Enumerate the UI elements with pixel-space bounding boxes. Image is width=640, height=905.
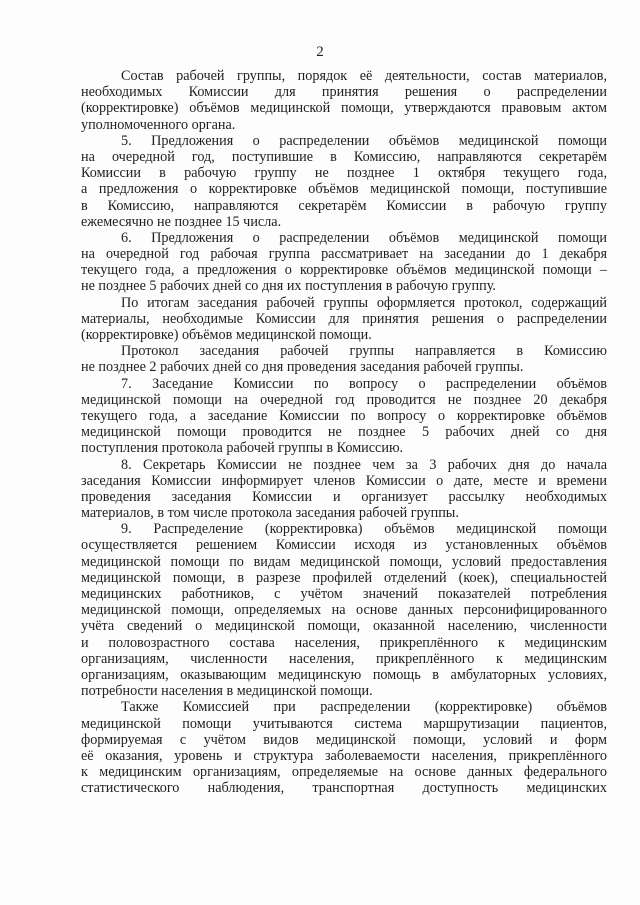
text-line: Комиссии в рабочую группу не позднее 1 октября текущего года,	[81, 165, 607, 182]
text-line: ежемесячно не позднее 15 числа.	[81, 213, 282, 230]
text-line: статистического наблюдения, транспортная доступность медицинских	[81, 780, 607, 797]
text-line: материалов, в том числе протокола заседания рабочей группы.	[81, 505, 459, 522]
text-line: организациям, численности населения, прикреплённого к медицинским	[81, 650, 607, 667]
paragraph	[81, 457, 607, 522]
paragraph	[81, 133, 607, 230]
text-line: медицинской помощи на очередной год проводится не позднее 20 декабря	[81, 391, 607, 408]
text-line: Состав рабочей группы, порядок её деятельности, состав материалов,	[121, 68, 607, 84]
document-body	[81, 68, 607, 796]
text-line: медицинских работников, с учётом значений показателей потребления	[81, 586, 607, 602]
text-line: 8. Секретарь Комиссии не позднее чем за 3 рабочих дня до начала	[121, 456, 607, 473]
text-line: уполномоченного органа.	[81, 116, 236, 133]
text-line: 9. Распределение (корректировка) объёмов медицинской помощи	[121, 521, 607, 538]
text-line: медицинской помощи учитываются система маршрутизации пациентов,	[81, 715, 607, 732]
text-line: 5. Предложения о распределении объёмов медицинской помощи	[121, 132, 607, 149]
text-line: медицинской помощи проводится не позднее 5 рабочих дней со дня	[81, 424, 607, 441]
text-line: формируемая с учётом видов медицинской помощи, условий и форм	[81, 731, 607, 748]
paragraph	[81, 230, 607, 295]
text-line: не позднее 5 рабочих дней со дня их поступления в рабочую группу.	[81, 278, 496, 295]
text-line: текущего года, а предложения о корректировке объёмов медицинской помощи –	[81, 262, 607, 279]
text-line: проведения заседания Комиссии и организует рассылку необходимых	[81, 488, 607, 505]
text-line: материалы, необходимые Комиссии для принятия решения о распределении	[81, 310, 607, 327]
paragraph	[81, 68, 607, 133]
text-line: учёта сведений о медицинской помощи, оказанной населению, численности	[81, 618, 607, 635]
text-line: в Комиссию, направляются секретарём Комиссии в рабочую группу	[81, 197, 607, 214]
text-line: (корректировке) объёмов медицинской помощи, утверждаются правовым актом	[81, 100, 607, 117]
text-line: (корректировке) объёмов медицинской помощи.	[81, 327, 372, 343]
paragraph	[81, 699, 607, 796]
text-line: организациям, оказывающим медицинскую помощь в амбулаторных условиях,	[81, 666, 607, 683]
paragraph	[81, 376, 607, 457]
text-line: заседания Комиссии информирует членов Комиссии о дате, месте и времени	[81, 472, 607, 489]
text-line: и половозрастного состава населения, прикреплённого к медицинским	[81, 634, 607, 651]
text-line: на очередной год, поступившие в Комиссию, направляются секретарём	[81, 148, 607, 165]
text-line: не позднее 2 рабочих дней со дня проведения заседания рабочей группы.	[81, 359, 524, 376]
text-line: поступления протокола рабочей группы в Комиссию.	[81, 440, 404, 457]
text-line: а предложения о корректировке объёмов медицинской помощи, поступившие	[81, 181, 607, 198]
paragraph	[81, 343, 607, 375]
text-line: Протокол заседания рабочей группы направляется в Комиссию	[121, 343, 607, 360]
text-line: к медицинским организациям, определяемые на основе данных федерального	[81, 764, 607, 781]
text-line: её оказания, уровень и структура заболеваемости населения, прикреплённого	[81, 747, 607, 764]
text-line: медицинской помощи, определяемых на основе данных персонифицированного	[81, 602, 607, 619]
paragraph	[81, 295, 607, 344]
page-number: 2	[316, 44, 324, 60]
text-line: текущего года, а заседание Комиссии по вопросу о корректировке объёмов	[81, 407, 607, 424]
text-line: медицинской помощи по видам медицинской помощи, условий предоставления	[81, 553, 607, 570]
text-line: 7. Заседание Комиссии по вопросу о распределении объёмов	[121, 375, 607, 392]
text-line: осуществляется решением Комиссии исходя из установленных объёмов	[81, 537, 607, 554]
text-line: Также Комиссией при распределении (корректировке) объёмов	[121, 699, 607, 716]
text-line: По итогам заседания рабочей группы оформляется протокол, содержащий	[121, 294, 607, 311]
text-line: на очередной год рабочая группа рассматривает на заседании до 1 декабря	[81, 246, 607, 263]
text-line: потребности населения в медицинской помощи.	[81, 683, 373, 700]
paragraph	[81, 521, 607, 699]
text-line: 6. Предложения о распределении объёмов медицинской помощи	[121, 229, 607, 246]
text-line: медицинской помощи, в разрезе профилей отделений (коек), специальностей	[81, 569, 607, 586]
text-line: необходимых Комиссии для принятия решения о распределении	[81, 84, 607, 101]
